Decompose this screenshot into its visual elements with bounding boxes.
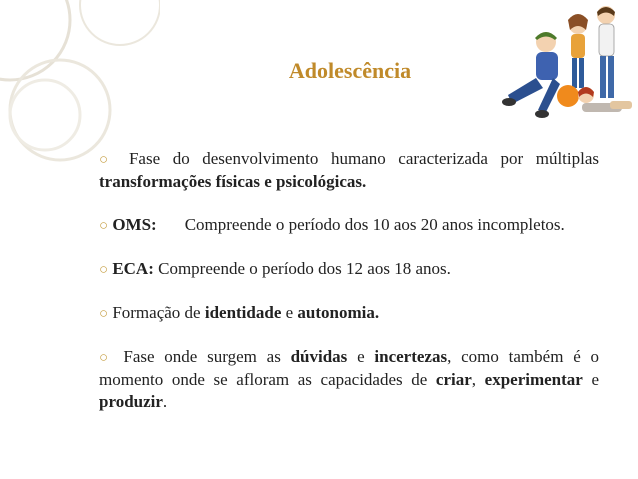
- bullet-text: Fase onde surgem as: [123, 347, 291, 366]
- bullet-bold-text: autonomia.: [297, 303, 380, 322]
- bullet-marker: ○: [99, 306, 109, 322]
- bullet-text: Formação de: [112, 303, 205, 322]
- bullet-bold-text: identidade: [204, 303, 282, 322]
- bullet-text: , como também é o momento onde se afloram as capacidades de: [99, 347, 600, 389]
- bullet-bold-text: experimentar: [484, 370, 583, 389]
- bullet-text: Compreende o período dos 12 aos 18 anos.: [158, 259, 451, 278]
- bullet-item: [99, 258, 599, 281]
- bullet-marker: ○: [99, 152, 117, 168]
- bullet-bold-text: transformações físicas e psicológicas.: [99, 172, 367, 191]
- bullet-text: .: [162, 392, 168, 411]
- bullet-bold-text: OMS:: [112, 215, 157, 234]
- bullet-text: e: [281, 303, 298, 322]
- bullet-item: [99, 346, 599, 413]
- bullet-bold-text: incertezas: [374, 347, 448, 366]
- bullet-marker: ○: [99, 218, 109, 234]
- bullet-text: e: [347, 347, 375, 366]
- bullet-text: Compreende o período dos 10 aos 20 anos incompletos.: [184, 215, 565, 234]
- bullet-bold-text: dúvidas: [290, 347, 348, 366]
- bullet-item: [99, 302, 599, 325]
- bullet-list: [99, 148, 599, 413]
- bullet-bold-text: produzir: [99, 392, 163, 411]
- bullet-text: ,: [471, 370, 485, 389]
- bullet-bold-text: ECA:: [112, 259, 154, 278]
- bullet-item: [99, 214, 599, 237]
- bullet-bold-text: criar: [435, 370, 472, 389]
- bullet-text: Fase do desenvolvimento humano caracterizada por múltiplas: [128, 149, 600, 168]
- bullet-item: [99, 148, 599, 193]
- bullet-text: e: [582, 370, 600, 389]
- slide-title: Adolescência: [288, 58, 412, 83]
- bullet-marker: ○: [99, 350, 114, 366]
- bullet-marker: ○: [99, 262, 109, 278]
